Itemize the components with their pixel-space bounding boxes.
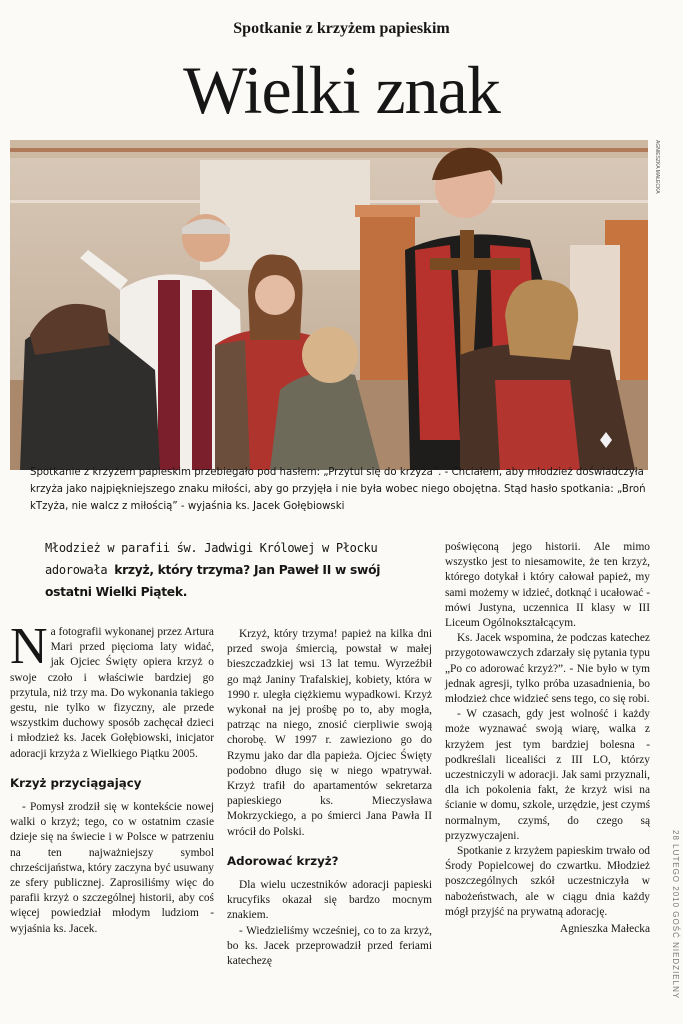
paragraph: Spotkanie z krzyżem papieskim trwało od Środy Popielcowej do czwartku. Młodzież poszczególnych szkół uczestniczyła w nabożeństwach, ale w ciągu dnia każdy mógł przyjść na prywatną adorację. <box>445 845 650 918</box>
magazine-brand: GOŚĆ NIEDZIELNY <box>671 911 680 1000</box>
issue-date: 28 LUTEGO 2010 <box>671 830 680 909</box>
drop-cap: N <box>10 618 48 675</box>
paragraph <box>10 618 214 762</box>
page-sidebar <box>660 830 680 1010</box>
paragraph: - W czasach, gdy jest wolność i każdy może wyznawać swoją wiarę, walka z krzyżem jest tym bardziej bolesna - podkreślali licealiści z III LO, którzy uczestniczyli w adoracji. Jak sami przyznali, dla ich pokolenia fakt, że krzyż wisi na ścianie w domu, szkole, urzędzie, jest czymś normalnym, czymś, do czego są przyzwyczajeni. <box>445 708 650 842</box>
article-lead <box>45 537 425 603</box>
article-column-3 <box>445 540 650 937</box>
article-photo <box>10 140 648 470</box>
article-column-2 <box>227 627 432 969</box>
paragraph-text: a fotografii wykonanej przez Artura Mari przed pięcioma laty widać, jak Ojciec Święty opiera krzyż o swoje czoło i właściwie bardziej go przytula, niż trzy ma. Do wykonania takiego gestu, nie tylko w fizyczny, ale przede wszystkim duchowy sposób zachęcał dzieci i młodzież ks. Jacek Gołębiowski, inicjator adoracji krzyża z Wielkiego Piątku 2005. <box>10 626 214 760</box>
article-title: Wielki znak <box>183 52 500 128</box>
photo-caption: Spotkanie z krzyżem papieskim przebiegało pod hasłem: „Przytul się do krzyża”. - Chciałem, aby młodzież doświadczyła krzyża jako najpiękniejszego znaku miłości, aby go przyjęła i nie była wobec niego obojętna. Stąd hasło spotkania: „Broń kTzyża, nie walcz z miłością” - wyjaśnia ks. Jacek Gołębiowski <box>30 467 646 512</box>
kicker-heading: Spotkanie z krzyżem papieskim <box>233 20 450 37</box>
paragraph: Dla wielu uczestników adoracji papieski krucyfiks okazał się bardzo mocnym znakiem. <box>227 879 432 922</box>
article-column-1 <box>10 618 214 937</box>
photo-credit: AGNIESZKA MAŁECKA <box>654 140 660 194</box>
lead-bold-text: krzyż, który trzyma? Jan Paweł II w swój ostatni Wielki Piątek. <box>45 563 381 599</box>
paragraph: Ks. Jacek wspomina, że podczas katechez przygotowawczych zdarzały się pytania typu „Po co adorować krzyż?”. - Nie było w tym jednak agresji, tylko próba uzasadnienia, bo młodzież chce widzieć sens tego, co się robi. <box>445 632 650 706</box>
section-heading: Adorować krzyż? <box>227 853 339 868</box>
paragraph: Krzyż, który trzyma! papież na kilka dni przed swoja śmiercią, powstał w małej bieszczadzkiej wsi 13 lat temu. Wyrzeźbił go mąż Janiny Trafalskiej, kobiety, która w 1990 r. uległa ciężkiemu wypadkowi. Krzyż wykonał na jej prośbę po to, aby mogła, patrząc na niego, znosić cierpliwie swoją chorobę. W 1997 r. zawieziono go do Rzymu jako dar dla papieża. Ojciec Święty podobno długo się w niego wpatrywał. Krzyż trafił do apartamentów sekretarza papieskiego ks. Mieczysława Mokrzyckiego, a po śmierci Jana Pawła II wrócił do Polski. <box>227 628 432 838</box>
section-heading: Krzyż przyciągający <box>10 775 142 790</box>
author-byline: Agnieszka Małecka <box>559 923 650 936</box>
paragraph: - Pomysł zrodził się w kontekście nowej walki o krzyż; tego, co w ostatnim czasie dzieje się na świecie i w Polsce w patrzeniu na ten najważniejszy symbol chrześcijaństwa, który zaczyna być usuwany ze sfery publicznej. Zaprosiliśmy więc do parafii krzyż o szczególnej historii, aby coś więcej powiedział młodym ludziom - wyjaśnia ks. Jacek. <box>10 801 214 935</box>
lead-text: Młodzież w parafii św. Jadwigi Królowej w Płocku adorowała <box>45 541 378 577</box>
paragraph: - Wiedzieliśmy wcześniej, co to za krzyż, bo ks. Jacek przeprowadził przed feriami katechezę <box>227 924 432 968</box>
paragraph: poświęconą jego historii. Ale mimo wszystko jest to niesamowite, że ten krzyż, którego dotykał i który całował papież, my sami możemy w idzieć, dotknąć i ucałować - mówi Justyna, uczennica II klasy w III Liceum Ogólnokształcącym. <box>445 541 650 630</box>
